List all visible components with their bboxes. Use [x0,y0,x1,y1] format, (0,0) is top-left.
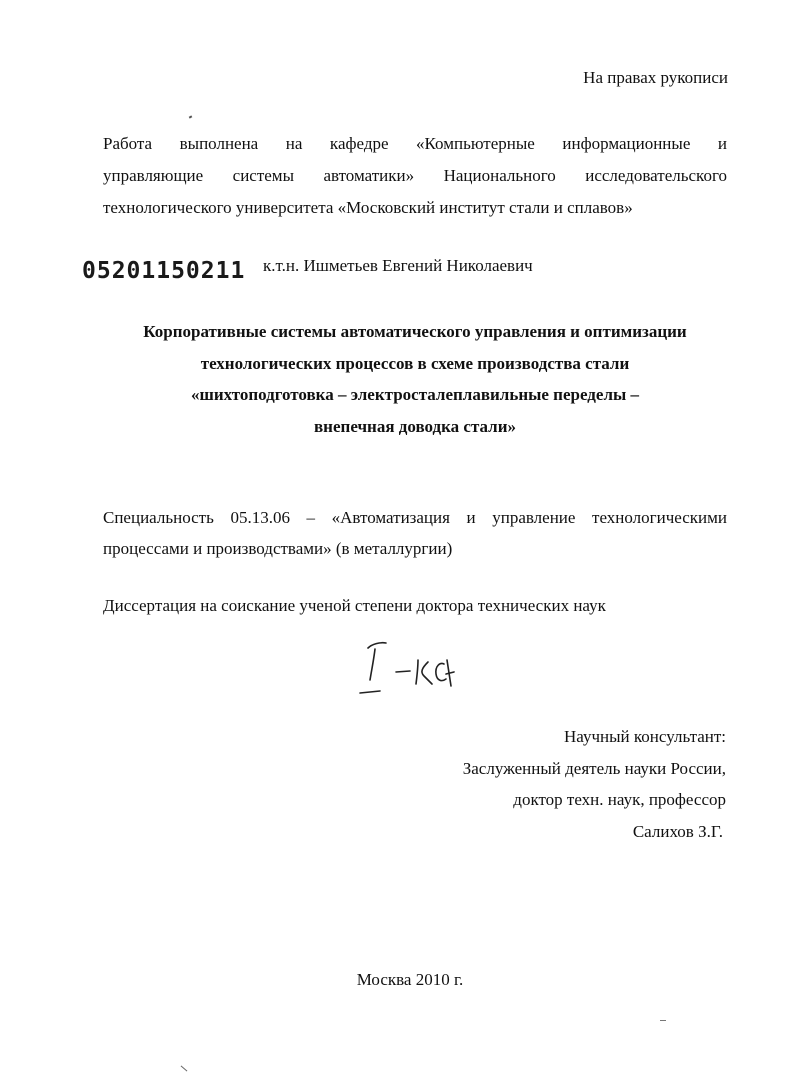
specialty-line: Специальность 05.13.06 – «Автоматизация и управление технологическими [103,508,727,527]
consultant-position: доктор техн. наук, профессор [513,790,726,809]
scan-speck [181,1066,188,1072]
scan-speck [189,115,193,118]
place-year: Москва 2010 г. [356,970,464,989]
rights-note: На правах рукописи [583,68,728,87]
affiliation-paragraph [103,128,727,224]
consultant-honor: Заслуженный деятель науки России, [462,758,726,778]
consultant-heading: Научный консультант: [564,727,726,746]
title-line: Корпоративные системы автоматического управления и оптимизации [143,322,687,341]
scan-speck [660,1020,666,1021]
author-name: к.т.н. Ишметьев Евгений Николаевич [263,256,533,275]
handwritten-mark-drawing [350,636,460,698]
archive-stamp-number: 05201150211 [82,258,246,284]
affiliation-line: Работа выполнена на кафедре «Компьютерные информационные и [103,134,727,153]
dissertation-title [80,316,750,442]
specialty-paragraph [103,502,727,564]
title-line: «шихтоподготовка – электросталеплавильные переделы – [190,385,640,404]
degree-statement: Диссертация на соискание ученой степени доктора технических наук [103,596,606,615]
title-line: технологических процессов в схеме производства стали [200,353,630,373]
consultant-name: Салихов З.Г. [632,821,723,841]
handwritten-mark [350,636,460,703]
title-line: внепечная доводка стали» [314,416,516,436]
specialty-line: процессами и производствами» (в металлургии) [103,539,453,558]
affiliation-line: технологического университета «Московский институт стали и сплавов» [103,198,633,217]
consultant-block [463,721,726,847]
affiliation-line: управляющие системы автоматики» Национального исследовательского [103,166,727,185]
